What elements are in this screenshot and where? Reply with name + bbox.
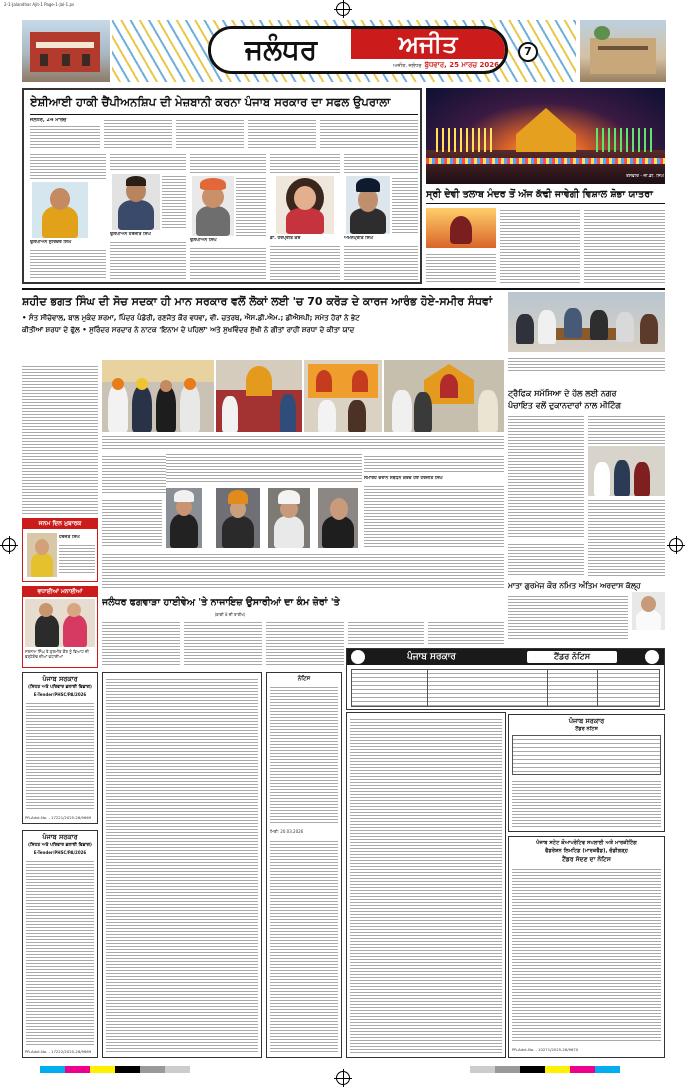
- story5-continued: (ਬਾਕੀ 8 ਦੀ ਤਾਰੀਖ): [214, 612, 246, 617]
- obit-headline: ਮਾਤਾ ਗੁਰਮੇਜ ਕੌਰ ਨਮਿਤ ਅੰਤਿਮ ਅਰਦਾਸ ਕੱਲ੍ਹ: [508, 581, 641, 590]
- registration-mark-right: [669, 538, 683, 552]
- color-bar-left: [40, 1066, 190, 1073]
- anniversary-caption: ਸਤਨਾਮ ਸਿੰਘ ਤੇ ਗੁਰਮੀਤ ਕੌਰ ਨੂੰ ਵਿਆਹ ਦੀ ਵਰ੍ਹੇਗੰਢ ਦੀਆਂ ਵਧਾਈਆਂ: [25, 649, 89, 659]
- notice2-ref: E-Tender/PHSC/PA/2026: [33, 850, 87, 855]
- registration-mark-left: [2, 538, 16, 552]
- notice-mid-title: ਨੋਟਿਸ: [297, 676, 311, 682]
- tender-govt: ਪੰਜਾਬ ਸਰਕਾਰ: [407, 652, 456, 662]
- notice-middle-left: [102, 672, 262, 1058]
- tender-title: ਟੈਂਡਰ ਨੋਟਿਸ: [527, 651, 617, 663]
- caption-5: ਅਮਨਪ੍ਰੀਤ ਸਿੰਘ: [344, 236, 373, 241]
- building-photo-left: [22, 20, 110, 82]
- event-photo-4: [384, 360, 504, 432]
- notice-center: [346, 712, 506, 1058]
- story2-headline: ਸ੍ਰੀ ਦੇਵੀ ਤਲਾਬ ਮੰਦਰ ਤੋਂ ਅੱਜ ਕੱਢੀ ਜਾਵੇਗੀ ਵਿਸ਼ਾਲ ਸ਼ੋਭਾ ਯਾਤਰਾ: [426, 189, 653, 200]
- public-notice-1: [22, 672, 98, 824]
- birthday-photo: [27, 533, 57, 577]
- portrait-5: [346, 176, 390, 234]
- notice-middle-narrow: [266, 672, 342, 1058]
- print-slug: 2-1-Jalandhar Ajit-1 Page-1-Jal-1.ps: [4, 2, 75, 7]
- notice-right-govt-title: ਪੰਜਾਬ ਸਰਕਾਰ: [568, 717, 605, 725]
- masthead: [22, 20, 666, 82]
- registration-mark-bottom: [336, 1071, 350, 1085]
- birthday-name: ਹਰਜੋਤ ਸਿੰਘ: [59, 535, 80, 540]
- story4-headline-1: ਟ੍ਰੈਫਿਕ ਸਮੱਸਿਆ ਦੇ ਹੱਲ ਲਈ ਨਗਰ: [508, 389, 617, 398]
- anniversary-ad: [22, 586, 98, 668]
- story5-headline: ਜਲੰਧਰ ਫਗਵਾੜਾ ਹਾਈਵੇਅ 'ਤੇ ਨਾਜਾਇਜ਼ ਉਸਾਰੀਆਂ ਦਾ ਕੰਮ ਜ਼ੋਰਾਂ 'ਤੇ: [102, 597, 340, 608]
- story1-col1: [30, 152, 106, 280]
- portrait-1: [32, 182, 88, 238]
- markfed-line-3: ਟੈਂਡਰ ਸੱਦਣ ਦਾ ਨੋਟਿਸ: [562, 856, 611, 863]
- masthead-sub: ਅਜੀਤ, ਜਲੰਧਰ: [393, 63, 422, 69]
- tender-notice: [346, 648, 665, 710]
- story3-headline: ਸ਼ਹੀਦ ਭਗਤ ਸਿੰਘ ਦੀ ਸੋਚ ਸਦਕਾ ਹੀ ਮਾਨ ਸਰਕਾਰ ਵਲੋਂ ਲੋਕਾਂ ਲਈ 'ਚ 70 ਕਰੋੜ ਦੇ ਕਾਰਜ ਆਰੰਭ ਹੋਏ-ਸਮੀਰ ਸੰਧਵਾਂ: [22, 295, 493, 308]
- birthday-ad: [22, 518, 98, 582]
- temple-night-photo: [426, 88, 665, 184]
- story1-col2: [110, 152, 186, 280]
- meet-caption: ਸਮਾਰੋਹ ਦੌਰਾਨ ਸੰਬੋਧਨ ਕਰਦੇ ਹੋਏ ਹਰਜੀਤ ਸਿੰਘ: [364, 476, 443, 481]
- notice2-dept: (ਸਿਹਤ ਅਤੇ ਪਰਿਵਾਰ ਭਲਾਈ ਵਿਭਾਗ): [28, 843, 92, 848]
- birthday-title: ਜਨਮ ਦਿਨ ਮੁਬਾਰਕ: [23, 519, 97, 529]
- masthead-city: ਜਲੰਧਰ: [211, 29, 351, 71]
- anniversary-title: ਵਧਾਈਆਂ ਮਨਾਈਆਂ: [23, 587, 97, 597]
- registration-mark-top: [336, 2, 350, 16]
- speaker-photo-3: [268, 488, 310, 548]
- temple-photo-credit: ਤਸਵੀਰ - ਜੀ.ਡੀ. ਸਿੰਘ: [626, 174, 664, 179]
- portrait-3: [192, 176, 234, 236]
- caption-2: ਉਲੰਪੀਅਨ ਹਰਜੀਤ ਸਿੰਘ: [110, 232, 151, 237]
- temple-inset-photo: [426, 208, 496, 248]
- portrait-2: [112, 174, 160, 230]
- story3-body-left: [22, 364, 98, 514]
- speaker-photo-1: [166, 488, 202, 548]
- masthead-date: ਬੁੱਧਵਾਰ, 25 ਮਾਰਚ 2026: [424, 61, 499, 69]
- public-notice-2: [22, 830, 98, 1058]
- story-asian-hockey: [22, 88, 422, 284]
- notice2-govt: ਪੰਜਾਬ ਸਰਕਾਰ: [42, 833, 78, 841]
- shopkeepers-photo: [588, 446, 665, 496]
- story1-dateline: ਜਲੰਧਰ, 24 ਮਾਰਚ: [30, 118, 67, 123]
- notice-right-title: ਟੈਂਡਰ ਨੋਟਿਸ: [575, 726, 598, 732]
- notice-markfed: [508, 836, 665, 1058]
- notice-right-govt: [508, 714, 665, 832]
- caption-4: ਡਾ. ਹਰਪ੍ਰੀਤ ਕੌਰ: [270, 236, 301, 241]
- story1-col3: [190, 152, 266, 280]
- masthead-paper: ਅਜੀਤ: [351, 29, 505, 59]
- story1-col4: [270, 152, 340, 280]
- markfed-line-2: ਫੈਡਰੇਸ਼ਨ ਲਿਮਟਿਡ (ਮਾਰਕਫੈੱਡ), ਚੰਡੀਗੜ੍ਹ: [545, 848, 628, 854]
- story4-headline-2: ਪੰਚਾਇਤ ਵਲੋਂ ਦੁਕਾਨਦਾਰਾਂ ਨਾਲ ਮੀਟਿੰਗ: [508, 401, 621, 410]
- event-photo-2: [216, 360, 302, 432]
- notice2-footer: PR-Advt.No. - 17222/2025-26/9669: [25, 1049, 92, 1054]
- portrait-4: [276, 176, 334, 234]
- markfed-line-1: ਪੰਜਾਬ ਸਟੇਟ ਕੋਆਪਰੇਟਿਵ ਸਪਲਾਈ ਅਤੇ ਮਾਰਕੀਟਿੰਗ: [536, 840, 637, 846]
- caption-3: ਉਲੰਪੀਅਨ ਸਿੰਘ: [190, 238, 217, 243]
- anniversary-photo: [25, 599, 95, 647]
- punjab-emblem-icon: [351, 650, 365, 664]
- story3-sub1: • ਸੰਤ ਸੀਚੇਵਾਲ, ਬਾਲ ਮੁਕੰਦ ਸ਼ਰਮਾ, ਪਿੰਦਰ ਪੰਡੋਰੀ, ਰਣਜੋਤ ਕੌਰ ਵਧਵਾ, ਵੀ. ਚਤਰਥ, ਐਸ.ਡੀ.ਐਮ.; ਡੀਐਸਪੀ; ਸਮੇਤ ਹੋਰਾਂ ਨੇ ਭੇਟ: [22, 314, 360, 322]
- notice1-footer: PR-Advt.No. - 17221/2025-26/9669: [25, 815, 92, 820]
- story3-sub2: ਕੀਤੀਆਂ ਸ਼ਰਧਾ ਦੇ ਫੁੱਲ • ਸੁਰਿੰਦਰ ਸਰਦਾਰ ਨੇ ਨਾਟਕ 'ਇਨਾਮ ਦੇ ਪਹਿਲਾਂ' ਅਤੇ ਸੁਖਵਿੰਦਰ ਸੁੱਖੀ ਨੇ ਗੀਤਾਂ ਰਾਹੀਂ ਸ਼ਰਧਾ ਦੇ ਕੀਤਾ ਯਾਦ: [22, 326, 355, 334]
- meeting-photo: [508, 292, 665, 352]
- story1-col5: [344, 152, 418, 280]
- event-photo-1: [102, 360, 214, 432]
- notice-mid-date: ਮਿਤੀ: 20.03.2026: [270, 829, 304, 834]
- emblem-right-icon: [645, 650, 659, 664]
- masthead-title: [208, 26, 508, 74]
- color-bar-right: [470, 1066, 620, 1073]
- markfed-footer: PR-Advt.No. - 10271/2025-26/9670: [512, 1047, 579, 1052]
- story1-headline: ਏਸ਼ੀਆਈ ਹਾਕੀ ਚੈਂਪੀਅਨਸ਼ਿਪ ਦੀ ਮੇਜ਼ਬਾਨੀ ਕਰਨਾ ਪੰਜਾਬ ਸਰਕਾਰ ਦਾ ਸਫਲ ਉਪਰਾਲਾ: [30, 95, 391, 109]
- obit-photo: [632, 592, 665, 630]
- notice1-govt: ਪੰਜਾਬ ਸਰਕਾਰ: [42, 675, 78, 683]
- page-number: 7: [518, 42, 538, 62]
- speaker-photo-4: [318, 488, 358, 548]
- event-photo-3: [304, 360, 382, 432]
- notice1-dept: (ਸਿਹਤ ਅਤੇ ਪਰਿਵਾਰ ਭਲਾਈ ਵਿਭਾਗ): [28, 685, 92, 690]
- notice1-ref: E-Tender/PHSC/PA/2026: [33, 692, 87, 697]
- building-photo-right: [580, 20, 666, 82]
- speaker-photo-2: [216, 488, 260, 548]
- caption-1: ਉਲੰਪੀਅਨ ਸੁਰਿੰਦਰ ਸਿੰਘ: [30, 240, 72, 245]
